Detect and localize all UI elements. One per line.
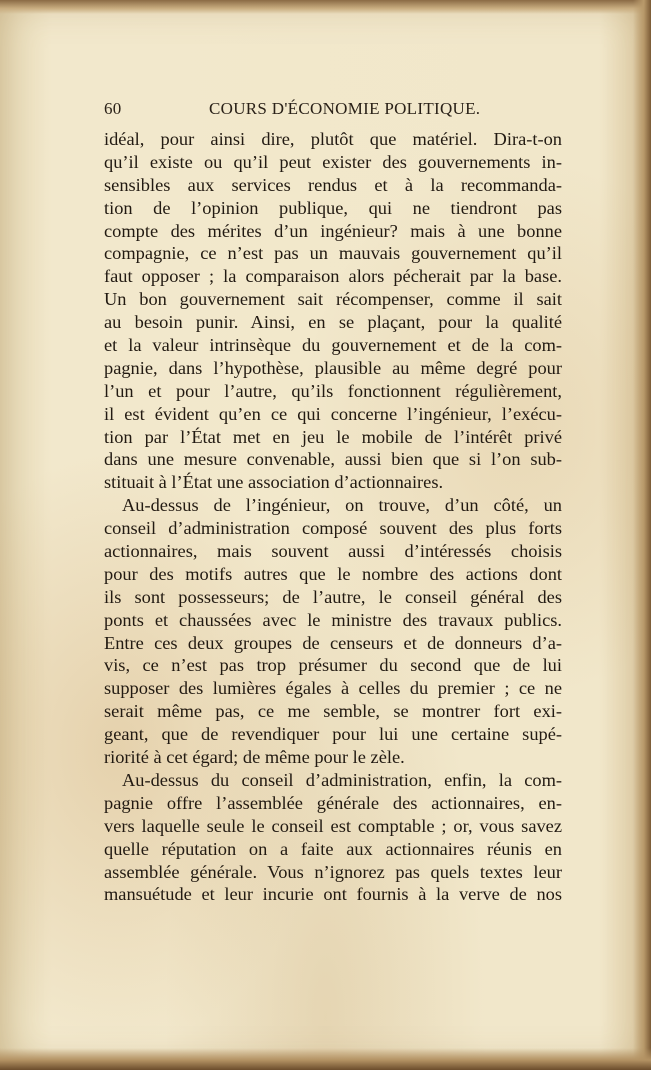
- text-line: vers laquelle seule le conseil est comptable ; or, vous savez: [104, 815, 562, 836]
- page-edge-bottom: [0, 1048, 651, 1070]
- text-line: idéal, pour ainsi dire, plutôt que matériel. Dira-t-on: [104, 129, 562, 149]
- text-line: supposer des lumières égales à celles du premier ; ce ne: [104, 678, 562, 699]
- text-line: quelle réputation on a faite aux actionnaires réunis en: [104, 838, 562, 859]
- text-line: serait même pas, ce me semble, se montrer fort exi-: [104, 701, 562, 722]
- text-line: pagnie offre l’assemblée générale des actionnaires, en-: [104, 792, 562, 813]
- text-line: au besoin punir. Ainsi, en se plaçant, pour la qualité: [104, 312, 562, 333]
- page-edge-top: [0, 0, 651, 14]
- text-line: tion de l’opinion publique, qui ne tiendront pas: [104, 197, 562, 218]
- text-line: compagnie, ce n’est pas un mauvais gouvernement qu’il: [104, 243, 562, 264]
- text-line: actionnaires, mais souvent aussi d’intéressés choisis: [104, 541, 562, 562]
- text-line: faut opposer ; la comparaison alors pécherait par la base.: [104, 266, 562, 287]
- text-line: ponts et chaussées avec le ministre des travaux publics.: [104, 609, 562, 630]
- text-line: il est évident qu’en ce qui concerne l’ingénieur, l’exécu-: [104, 403, 562, 424]
- text-line: compte des mérites d’un ingénieur? mais à une bonne: [104, 220, 562, 241]
- text-line: vis, ce n’est pas trop présumer du second que de lui: [104, 655, 562, 676]
- text-line: sensibles aux services rendus et à la recommanda-: [104, 174, 562, 195]
- text-line: pagnie, dans l’hypothèse, plausible au même degré pour: [104, 357, 562, 378]
- text-line: assemblée générale. Vous n’ignorez pas quels textes leur: [104, 861, 562, 882]
- text-line: stituait à l’État une association d’actionnaires.: [104, 472, 444, 493]
- text-line: Entre ces deux groupes de censeurs et de donneurs d’a-: [104, 632, 562, 653]
- text-line: et la valeur intrinsèque du gouvernement et de la com-: [104, 335, 562, 356]
- text-line: mansuétude et leur incurie ont fournis à la verve de nos: [104, 884, 562, 905]
- text-line: Au-dessus du conseil d’administration, enfin, la com-: [122, 769, 562, 790]
- page-edge-right: [633, 0, 651, 1070]
- text-line: geant, que de revendiquer pour lui une certaine supé-: [104, 724, 562, 745]
- text-line: pour des motifs autres que le nombre des actions dont: [104, 563, 562, 584]
- text-line: dans une mesure convenable, aussi bien que si l’on sub-: [104, 449, 562, 470]
- text-line: Au-dessus de l’ingénieur, on trouve, d’un côté, un: [122, 495, 562, 516]
- text-line: l’un et pour l’autre, qu’ils fonctionnent régulièrement,: [104, 380, 562, 401]
- text-line: ils sont possesseurs; de l’autre, le conseil général des: [104, 586, 562, 607]
- page-number: 60: [104, 99, 122, 118]
- text-line: conseil d’administration composé souvent des plus forts: [104, 518, 562, 539]
- text-line: tion par l’État met en jeu le mobile de l’intérêt privé: [104, 426, 562, 447]
- text-line: Un bon gouvernement sait récompenser, comme il sait: [104, 289, 562, 310]
- running-title: COURS D'ÉCONOMIE POLITIQUE.: [209, 99, 481, 118]
- text-line: riorité à cet égard; de même pour le zèle.: [104, 747, 405, 768]
- text-line: qu’il existe ou qu’il peut exister des gouvernements in-: [104, 151, 562, 172]
- body-text: [104, 128, 562, 906]
